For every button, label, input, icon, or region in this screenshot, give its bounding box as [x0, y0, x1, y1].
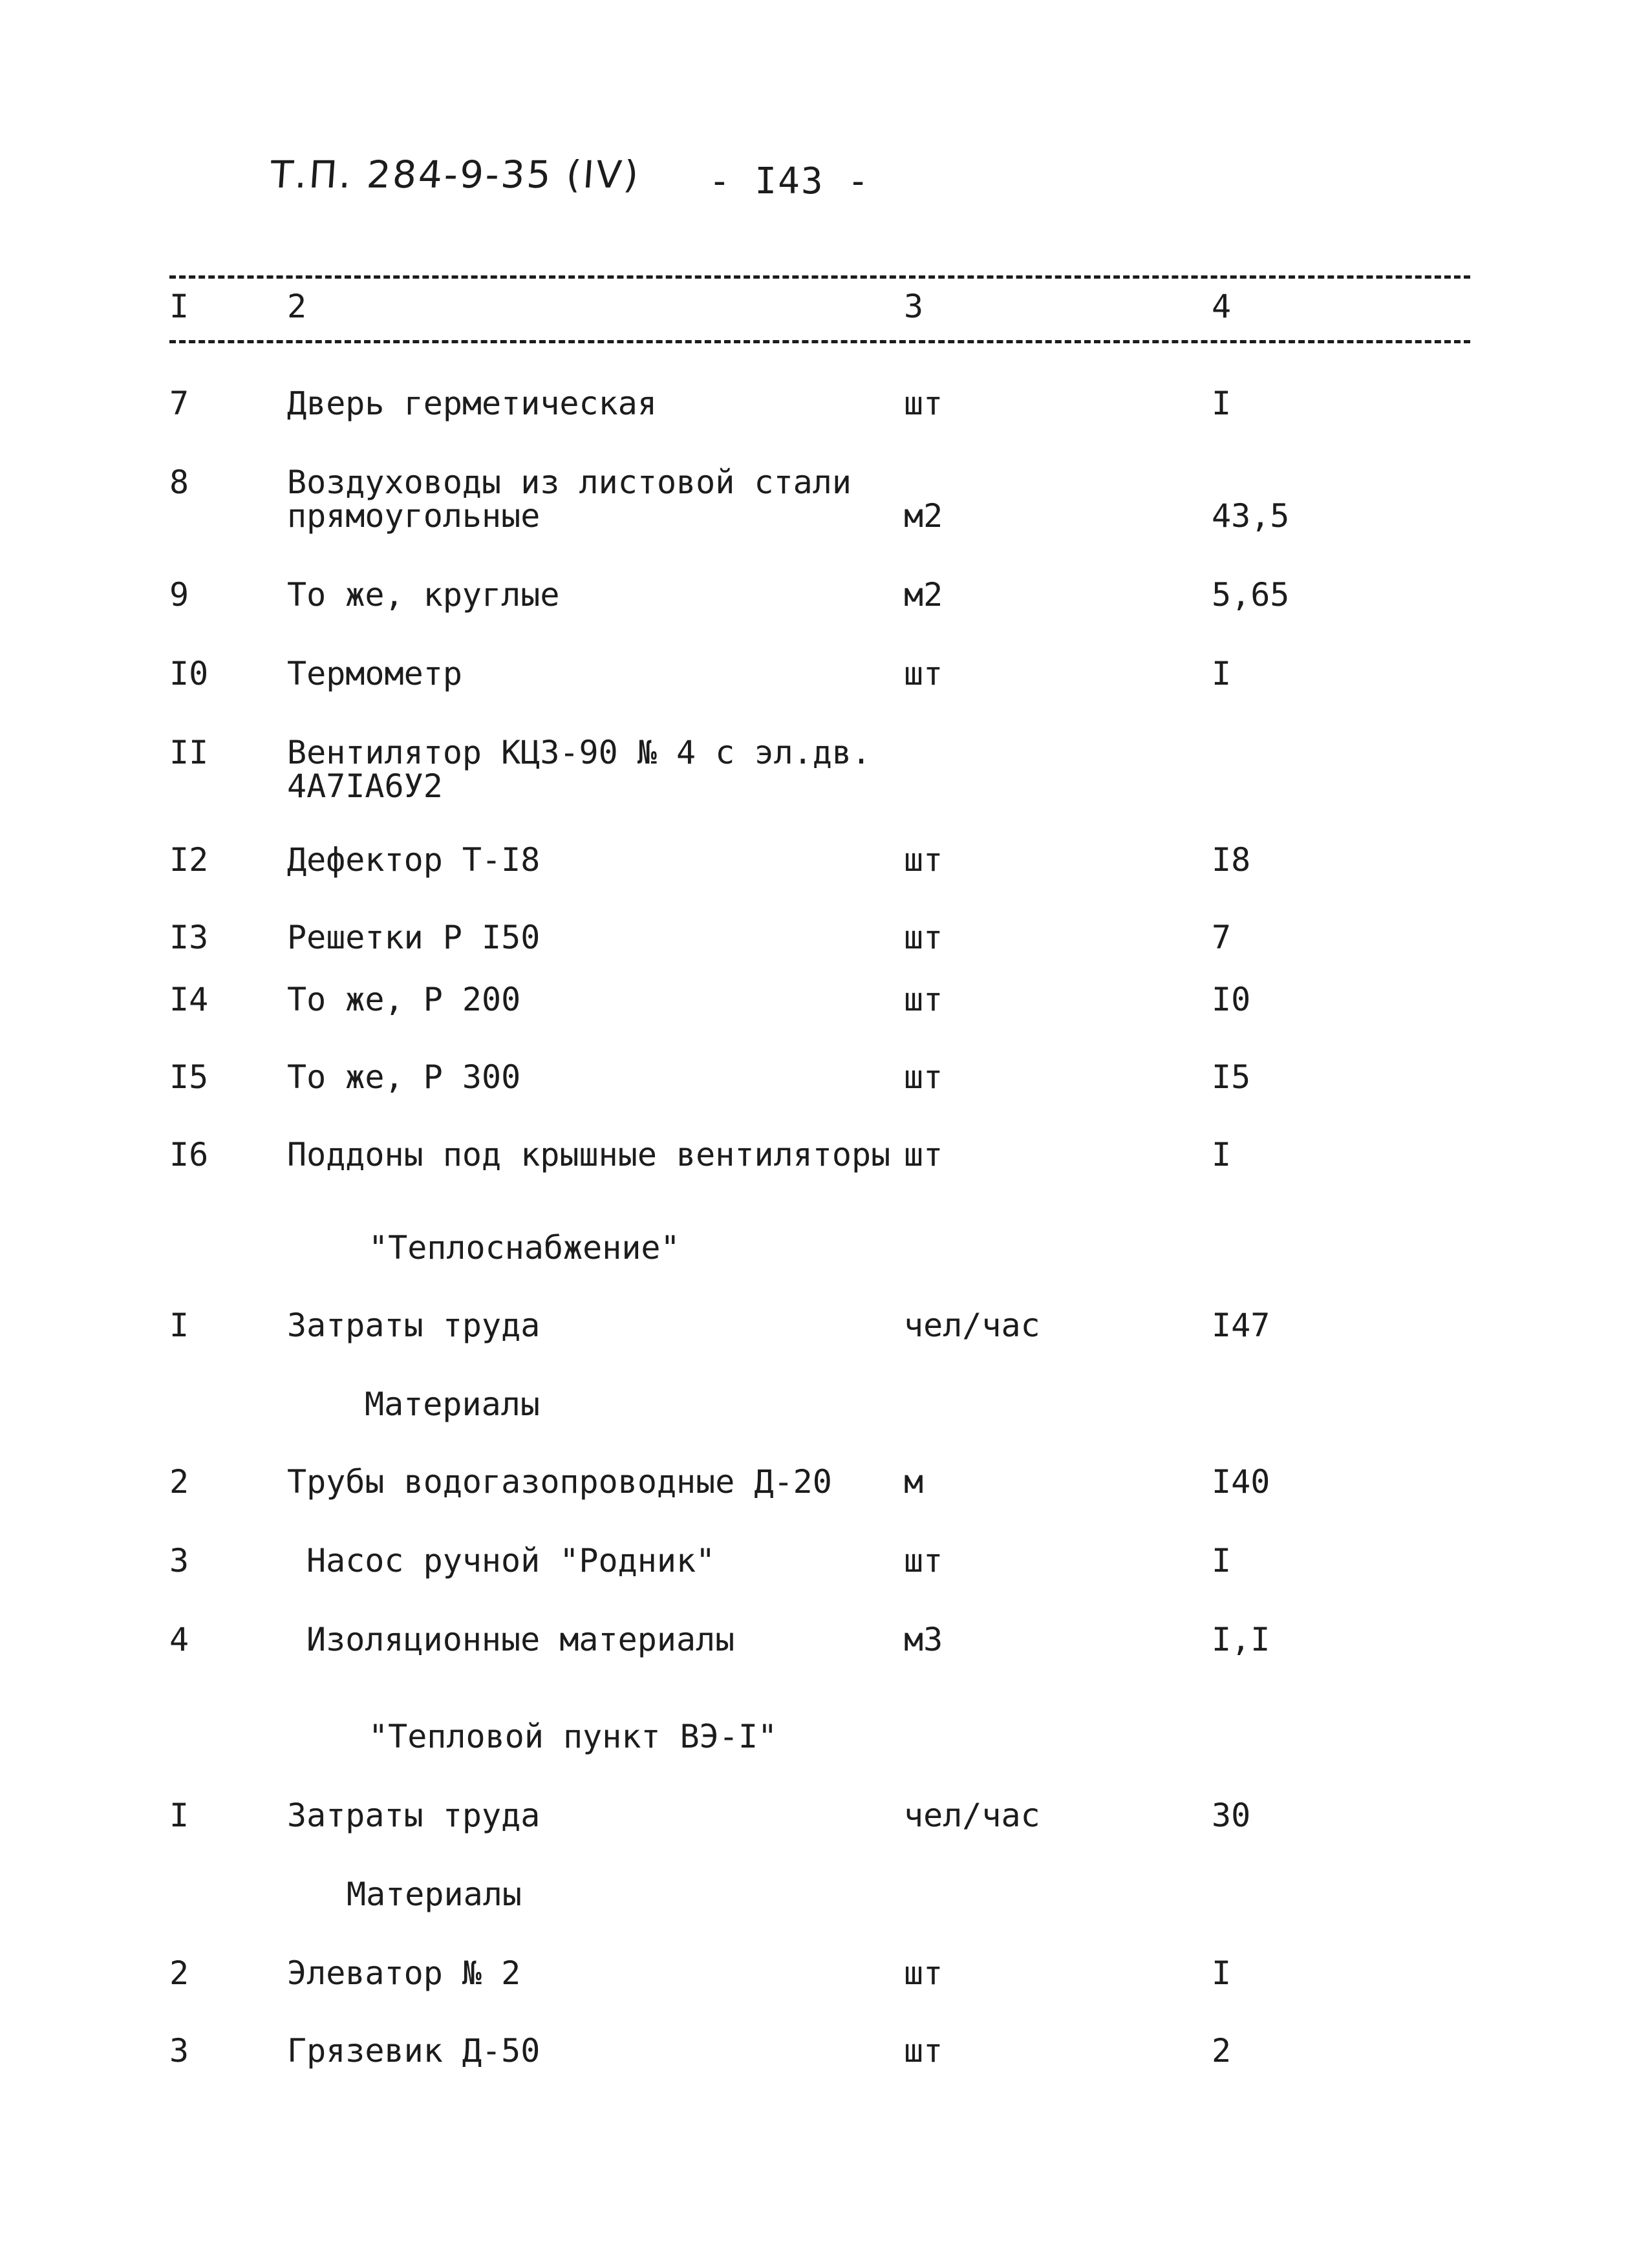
column-header-4: 4 [1212, 288, 1232, 325]
row-number: I5 [169, 1058, 209, 1096]
row-number: I [169, 1797, 189, 1834]
row-quantity: 2 [1212, 2032, 1232, 2070]
row-number: I6 [169, 1136, 209, 1173]
row-name: Трубы водогазопроводные Д-20 [287, 1463, 832, 1501]
row-number: I0 [169, 655, 209, 692]
table-header-rule [169, 340, 1470, 343]
row-name: Затраты труда [287, 1307, 541, 1344]
row-number: 2 [169, 1463, 189, 1501]
row-quantity: I [1212, 1136, 1232, 1173]
row-number: 3 [169, 2032, 189, 2070]
section-title-heat-supply: "Теплоснабжение" [369, 1229, 680, 1267]
row-number: 2 [169, 1954, 189, 1992]
row-unit: шт [904, 1542, 943, 1579]
row-quantity: 43,5 [1212, 497, 1290, 535]
row-name: То же, Р 300 [287, 1058, 521, 1096]
table-top-rule [169, 275, 1470, 279]
row-unit: шт [904, 2032, 943, 2070]
row-name: Термометр [287, 655, 462, 692]
materials-heading: Материалы [365, 1385, 540, 1423]
row-unit: м2 [904, 576, 943, 614]
row-name: То же, Р 200 [287, 981, 521, 1018]
row-quantity: I [1212, 655, 1232, 692]
row-unit: шт [904, 841, 943, 879]
row-unit: шт [904, 1058, 943, 1096]
row-name: Затраты труда [287, 1797, 541, 1834]
row-quantity: I [1212, 1954, 1232, 1992]
row-name: Дефектор Т-I8 [287, 841, 541, 879]
row-quantity: 30 [1212, 1797, 1251, 1834]
row-name: То же, круглые [287, 576, 560, 614]
row-number: I4 [169, 981, 209, 1018]
row-number: I2 [169, 841, 209, 879]
row-quantity: I,I [1212, 1621, 1270, 1658]
row-name: Решетки Р I50 [287, 919, 541, 956]
row-name: Поддоны под крышные вентиляторы [287, 1136, 891, 1173]
row-number: 7 [169, 385, 189, 422]
column-header-1: I [169, 288, 189, 325]
row-quantity: 5,65 [1212, 576, 1290, 614]
row-unit: шт [904, 1136, 943, 1173]
column-header-2: 2 [287, 288, 307, 325]
row-unit: м [904, 1463, 924, 1501]
column-header-3: 3 [904, 288, 924, 325]
page-number: - I43 - [709, 160, 871, 202]
document-code: Т.П. 284-9-35 (IV) [268, 153, 642, 197]
section-title-heat-point: "Тепловой пункт ВЭ-I" [369, 1718, 778, 1755]
row-name: Элеватор № 2 [287, 1954, 521, 1992]
row-number: 3 [169, 1542, 189, 1579]
row-unit: шт [904, 1954, 943, 1992]
row-number: 8 [169, 464, 189, 501]
materials-heading: Материалы [347, 1876, 522, 1913]
row-number: 4 [169, 1621, 189, 1658]
row-unit: шт [904, 655, 943, 692]
row-quantity: I5 [1212, 1058, 1251, 1096]
row-quantity: I40 [1212, 1463, 1270, 1501]
row-name: Вентилятор КЦЗ-90 № 4 с эл.дв. 4А7IА6У2 [287, 734, 872, 805]
row-name: Грязевик Д-50 [287, 2032, 541, 2070]
row-unit: шт [904, 981, 943, 1018]
row-unit: чел/час [904, 1307, 1040, 1344]
row-number: 9 [169, 576, 189, 614]
row-unit: м2 [904, 497, 943, 535]
row-unit: шт [904, 385, 943, 422]
row-unit: м3 [904, 1621, 943, 1658]
row-name: Изоляционные материалы [306, 1621, 735, 1658]
row-unit: шт [904, 919, 943, 956]
row-number: I3 [169, 919, 209, 956]
row-quantity: I47 [1212, 1307, 1270, 1344]
row-unit: чел/час [904, 1797, 1040, 1834]
row-name: Воздуховоды из листовой стали прямоугольные [287, 464, 851, 535]
row-quantity: I8 [1212, 841, 1251, 879]
row-quantity: I [1212, 1542, 1232, 1579]
row-name: Насос ручной "Родник" [306, 1542, 716, 1579]
row-number: I [169, 1307, 189, 1344]
row-quantity: I0 [1212, 981, 1251, 1018]
row-quantity: 7 [1212, 919, 1232, 956]
row-name: Дверь герметическая [287, 385, 657, 422]
row-number: II [169, 734, 209, 771]
row-quantity: I [1212, 385, 1232, 422]
